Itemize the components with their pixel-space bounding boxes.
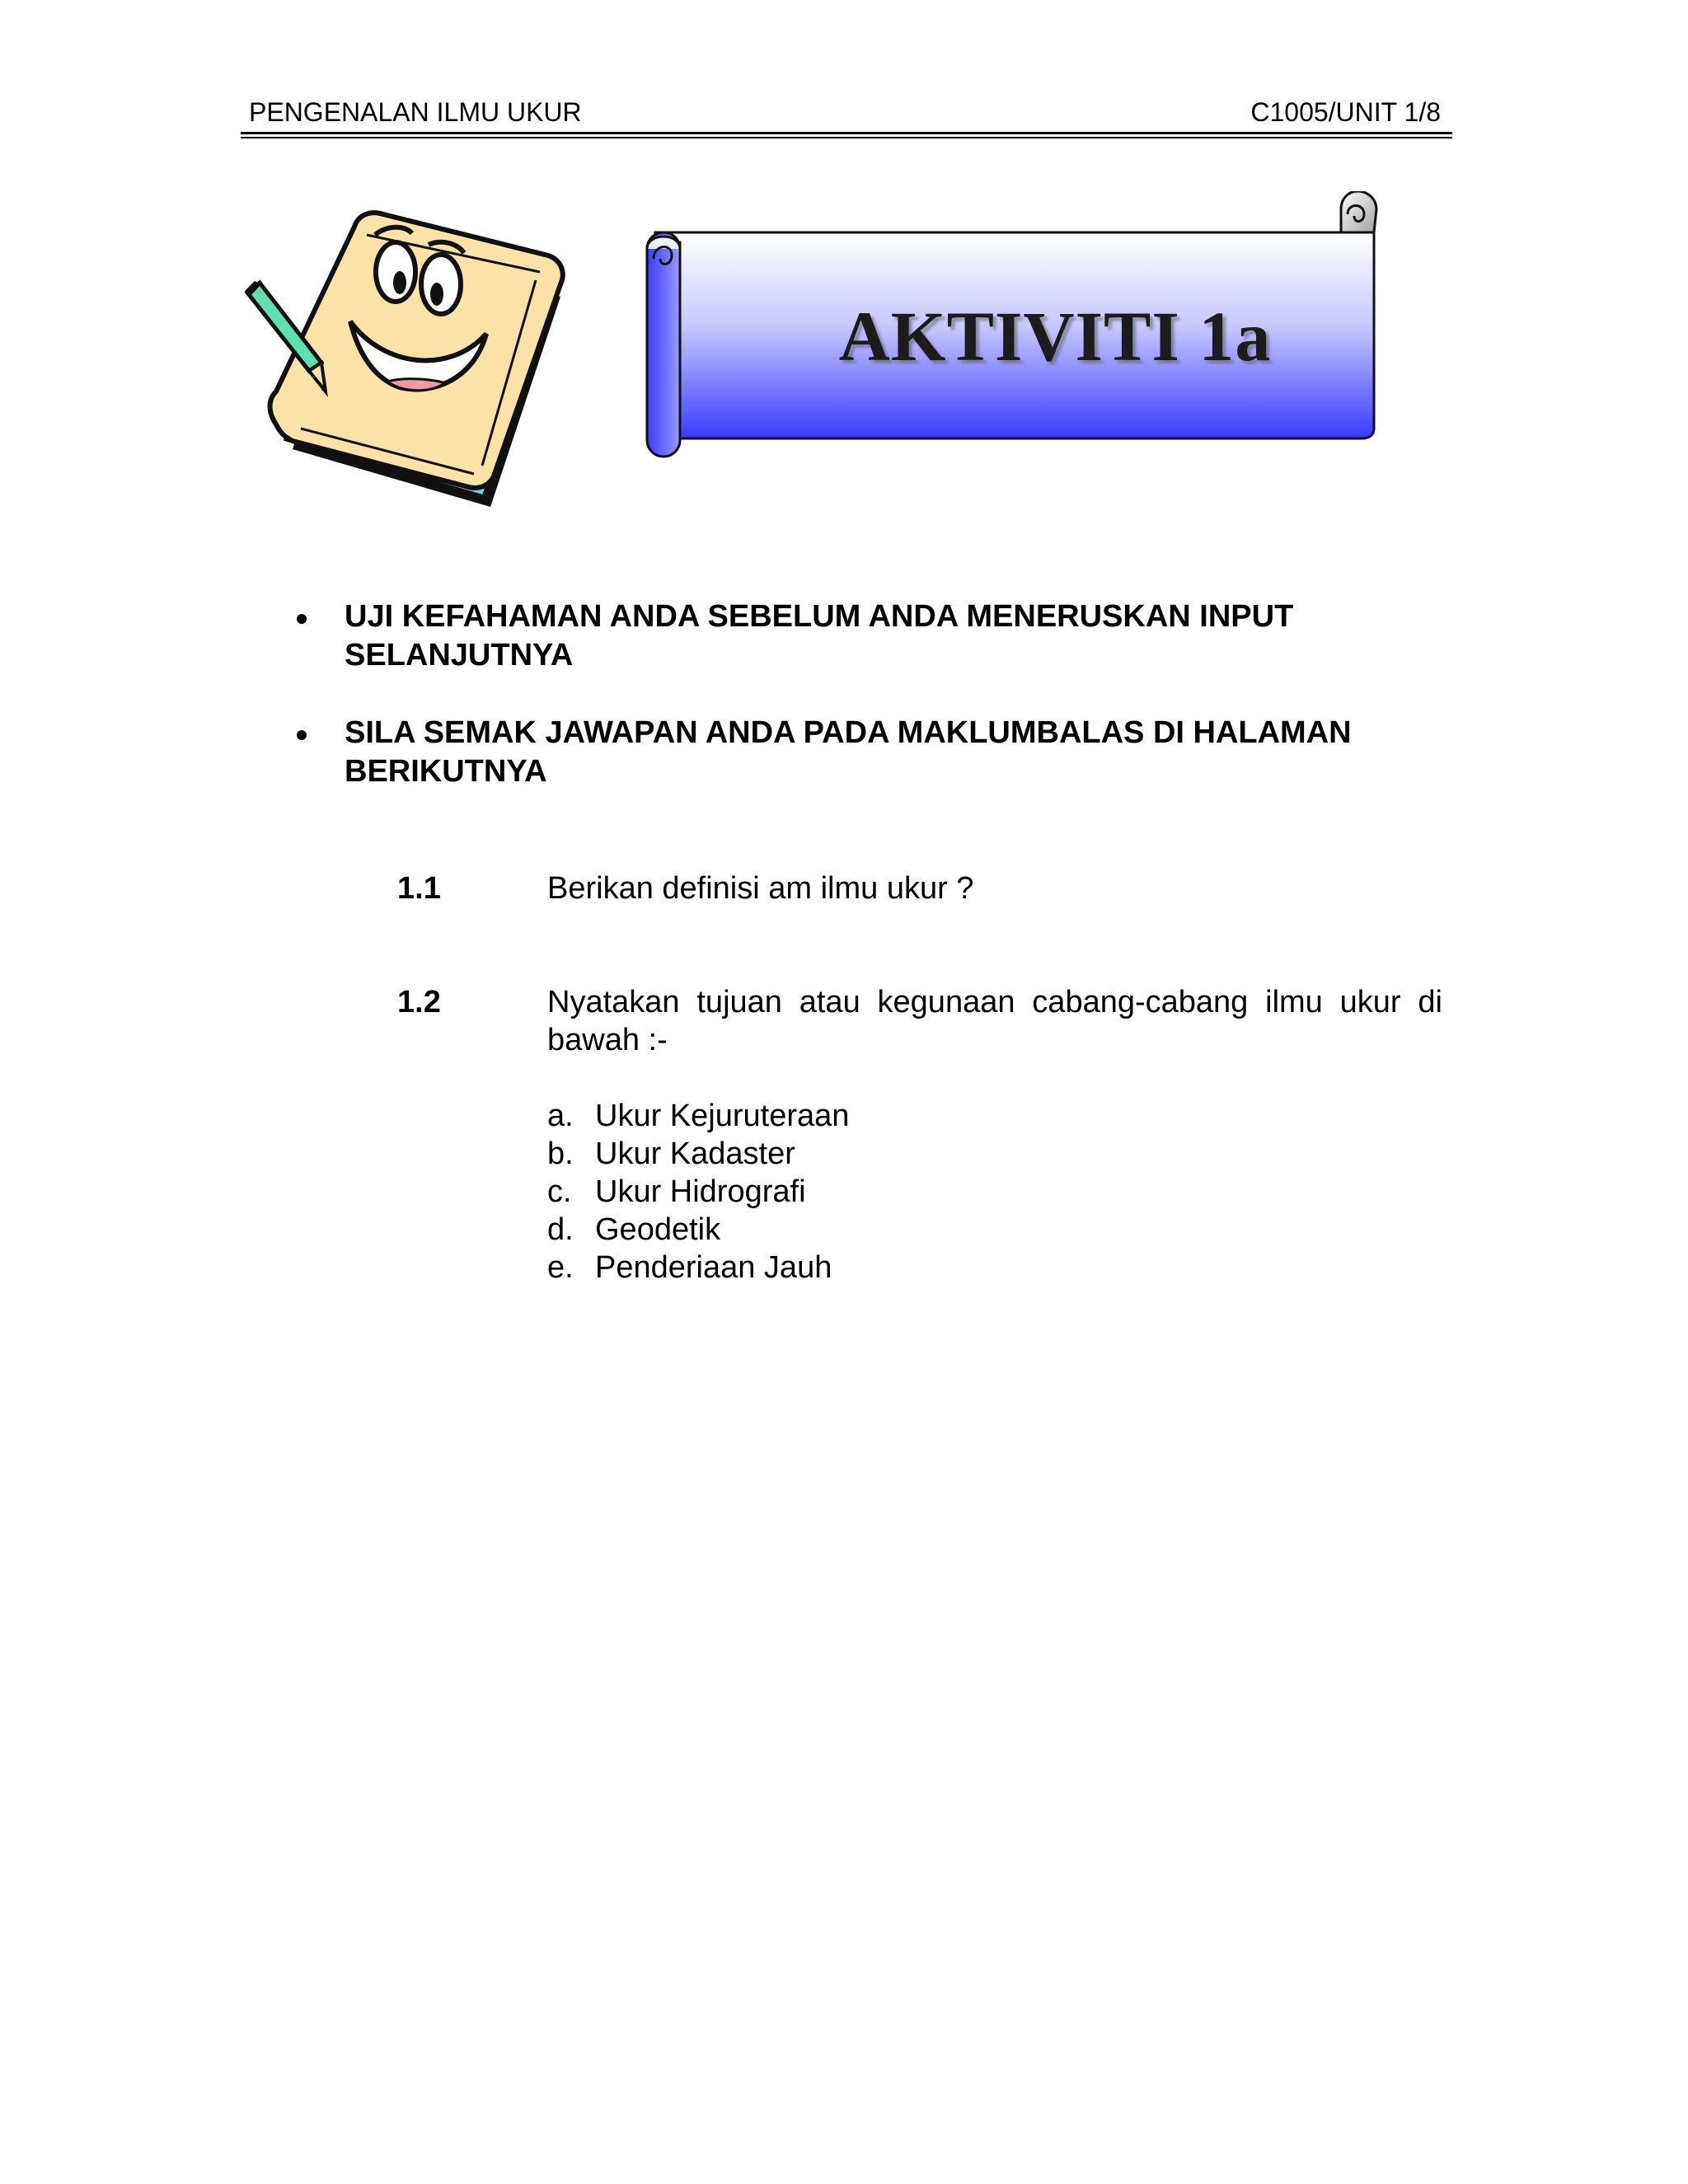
instruction-item xyxy=(297,598,1432,675)
question-number: 1.2 xyxy=(397,985,441,1019)
list-item-text: Penderiaan Jauh xyxy=(595,1250,832,1285)
question-text: Nyatakan tujuan atau kegunaan cabang-cabang ilmu ukur di bawah :- xyxy=(547,985,1442,1057)
instruction-list xyxy=(297,598,1451,830)
list-item-text: Geodetik xyxy=(595,1212,721,1247)
bullet-icon xyxy=(297,614,307,624)
list-item xyxy=(547,1211,849,1249)
activity-title: AKTIVITI 1a xyxy=(838,297,1272,376)
list-item-letter: e. xyxy=(547,1250,574,1285)
header-course-title: PENGENALAN ILMU UKUR xyxy=(249,97,582,127)
list-item-letter: a. xyxy=(547,1099,574,1133)
bullet-icon xyxy=(297,730,307,740)
header-rule-top xyxy=(241,132,1452,134)
list-item xyxy=(547,1249,849,1286)
instruction-item xyxy=(297,714,1432,791)
list-item xyxy=(547,1173,849,1211)
question-text: Berikan definisi am ilmu ukur ? xyxy=(547,871,974,906)
survey-branch-list xyxy=(547,1097,849,1286)
question-number: 1.1 xyxy=(397,871,441,906)
question-1-2 xyxy=(397,983,1444,1066)
list-item-text: Ukur Kadaster xyxy=(595,1137,795,1171)
header-rule-bottom xyxy=(241,137,1452,138)
list-item-text: Ukur Hidrografi xyxy=(595,1174,806,1209)
list-item xyxy=(547,1097,849,1135)
list-item-letter: b. xyxy=(547,1137,574,1171)
question-1-1 xyxy=(397,869,1444,911)
list-item-text: Ukur Kejuruteraan xyxy=(595,1099,850,1133)
page-header xyxy=(241,97,1452,130)
notepad-mascot-icon xyxy=(243,202,589,515)
list-item xyxy=(547,1135,849,1173)
list-item-letter: d. xyxy=(547,1212,574,1247)
list-item-letter: c. xyxy=(547,1174,572,1209)
header-unit-page: C1005/UNIT 1/8 xyxy=(1250,97,1441,127)
instruction-text: SILA SEMAK JAWAPAN ANDA PADA MAKLUMBALAS DI HALAMAN BERIKUTNYA xyxy=(345,715,1352,789)
instruction-text: UJI KEFAHAMAN ANDA SEBELUM ANDA MENERUSKAN INPUT SELANJUTNYA xyxy=(345,599,1294,673)
